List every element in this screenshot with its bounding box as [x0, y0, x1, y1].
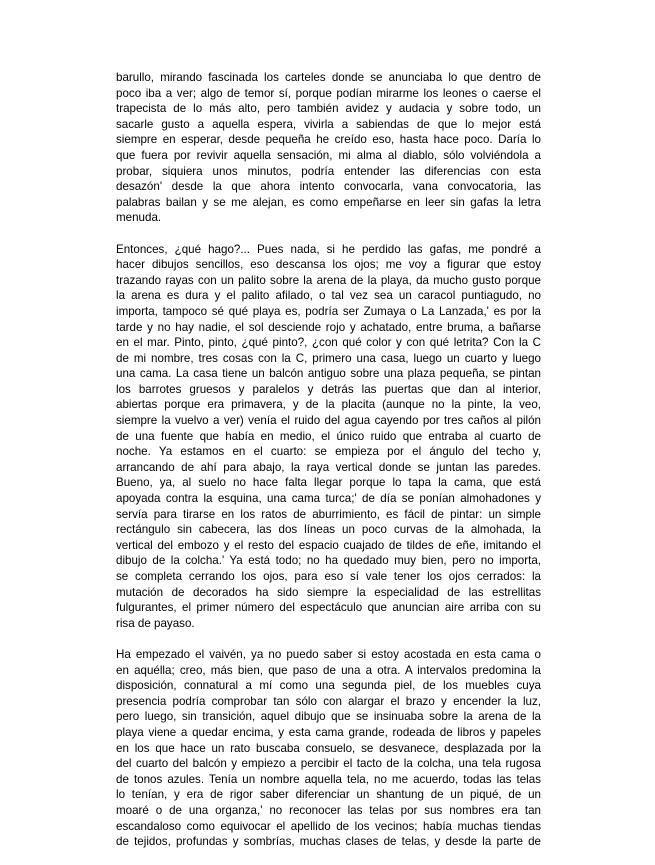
text-line: barullo, mirando fascinada los carteles donde se anunciaba lo que dentro de: [116, 71, 541, 84]
text-line: se completa cerrando los ojos, para eso sí vale tener los ojos cerrados: la: [116, 570, 541, 583]
text-line: hacer dibujos sencillos, eso descansa los ojos; me voy a figurar que estoy: [116, 258, 541, 272]
text-line: siempre la vuelvo a ver) venía el ruido del agua cayendo por tres caños al pilón: [116, 414, 541, 428]
text-line: rectángulo sin cabecera, las dos líneas un poco curvas de la almohada, la: [116, 523, 541, 537]
text-line: desazón' desde la que ahora intento convocarla, vana convocatoria, las: [116, 180, 541, 194]
text-line: vertical del embozo y el resto del espacio cuajado de tildes de eñe, imitando el: [116, 538, 541, 552]
text-line: Bueno, ya, al suelo no hace falta llegar porque lo tapa la cama, que está: [116, 476, 541, 490]
text-line: probar, siquiera unos minutos, podría entender las diferencias con esta: [116, 164, 541, 178]
text-line: poco iba a ver; algo de temor sí, porque podían mirarme los leones o caerse el: [116, 86, 541, 100]
text-line: de mi nombre, tres cosas con la C, primero una casa, luego un cuarto y luego: [116, 351, 541, 365]
text-line: disposición, connatural a mí como una segunda piel, de los muebles cuya: [116, 679, 541, 693]
text-line: servía para tirarse en los ratos de aburrimiento, es fácil de pintar: un simple: [116, 507, 541, 521]
paragraph-2: [116, 242, 541, 632]
text-line: en los que hace un rato buscaba consuelo, se desvanece, desplazada por la: [116, 741, 541, 755]
text-line: en aquélla; creo, más bien, que paso de una a otra. A intervalos predomina la: [116, 663, 541, 677]
paragraph-1: [116, 70, 541, 226]
text-line: de tejidos, profundas y sombrías, muchas clases de telas, y desde la parte de: [116, 835, 541, 849]
text-line: pero luego, sin transición, aquel dibujo que se insinuaba sobre la arena de la: [116, 710, 541, 724]
text-line: tarde y no hay nadie, el sol desciende rojo y achatado, entre bruma, a bañarse: [116, 320, 541, 334]
text-line: moaré o de una organza,' no reconocer las telas por sus nombres era tan: [116, 803, 541, 817]
body-text: [116, 70, 541, 865]
text-line: abiertas porque era primavera, y de la placita (aunque no la pinte, la veo,: [116, 398, 541, 412]
text-line: Entonces, ¿qué hago?... Pues nada, si he perdido las gafas, me pondré a: [116, 242, 541, 256]
text-line: sacarle gusto a aquella espera, vivirla a sabiendas de que lo mejor está: [116, 117, 541, 131]
text-line: lo tenían, y era de rigor saber diferenciar un shantung de un piqué, de un: [116, 788, 541, 802]
text-line: trazando rayas con un palito sobre la arena de la playa, da mucho gusto porque: [116, 273, 541, 287]
text-line: de una fuente que había en medio, el único ruido que entraba al cuarto de: [116, 429, 541, 443]
text-line: playa viene a quedar encima, y esta cama grande, rodeada de libros y papeles: [116, 725, 541, 739]
text-line: presencia podría comprobar tan sólo con alargar el brazo y encender la luz,: [116, 694, 541, 708]
text-line: arrancando de ahí para abajo, la raya vertical donde se juntan las paredes.: [116, 460, 541, 474]
paragraph-3: [116, 647, 541, 850]
text-line: mutación de decorados ha sido siempre la especialidad de las estrellitas: [116, 585, 541, 599]
text-line: trapecista de lo más alto, pero también avidez y audacia y sobre todo, un: [116, 102, 541, 116]
text-line: la arena es dura y el palito afilado, o tal vez sea un caracol puntiagudo, no: [116, 289, 541, 303]
text-line: palabras bailan y se me alejan, es como empeñarse en leer sin gafas la letra: [116, 195, 541, 209]
text-line: dibujo de la colcha.' Ya está todo; no ha quedado muy bien, pero no importa,: [116, 554, 541, 568]
text-line: siempre en esperar, desde pequeña he creído eso, hasta hace poco. Daría lo: [116, 133, 541, 147]
text-line: apoyada contra la esquina, una cama turca;' de día se ponían almohadones y: [116, 492, 541, 506]
text-line: Ha empezado el vaivén, ya no puedo saber si estoy acostada en esta cama o: [116, 647, 541, 661]
text-line: en el mar. Pinto, pinto, ¿qué pinto?, ¿con qué color y con qué letrita? Con la C: [116, 336, 541, 350]
text-line: importa, tampoco sé qué playa es, podría ser Zumaya o La Lanzada,' es por la: [116, 304, 541, 318]
text-line: escandaloso como equivocar el apellido de los vecinos; había muchas tiendas: [116, 819, 541, 833]
text-line: fulgurantes, el primer número del espectáculo que anuncian aire arriba con su: [116, 601, 541, 615]
text-line: de tonos azules. Tenía un nombre aquella tela, no me acuerdo, todas las telas: [116, 772, 541, 786]
text-line: que fuera por revivir aquella sensación, mi alma al diablo, sólo volviéndola a: [116, 148, 541, 162]
text-line: una cama. La casa tiene un balcón antiguo sobre una plaza pequeña, se pintan: [116, 367, 541, 381]
text-line: noche. Ya estamos en el cuarto: se empieza por el ángulo del techo y,: [116, 445, 541, 459]
text-line: menuda.: [116, 211, 162, 225]
text-line: del cuarto del balcón y empiezo a percibir el tacto de la colcha, una tela rugosa: [116, 757, 541, 771]
text-line: risa de payaso.: [116, 616, 195, 630]
text-line: los barrotes gruesos y paralelos y detrás las puertas que dan al interior,: [116, 382, 541, 396]
